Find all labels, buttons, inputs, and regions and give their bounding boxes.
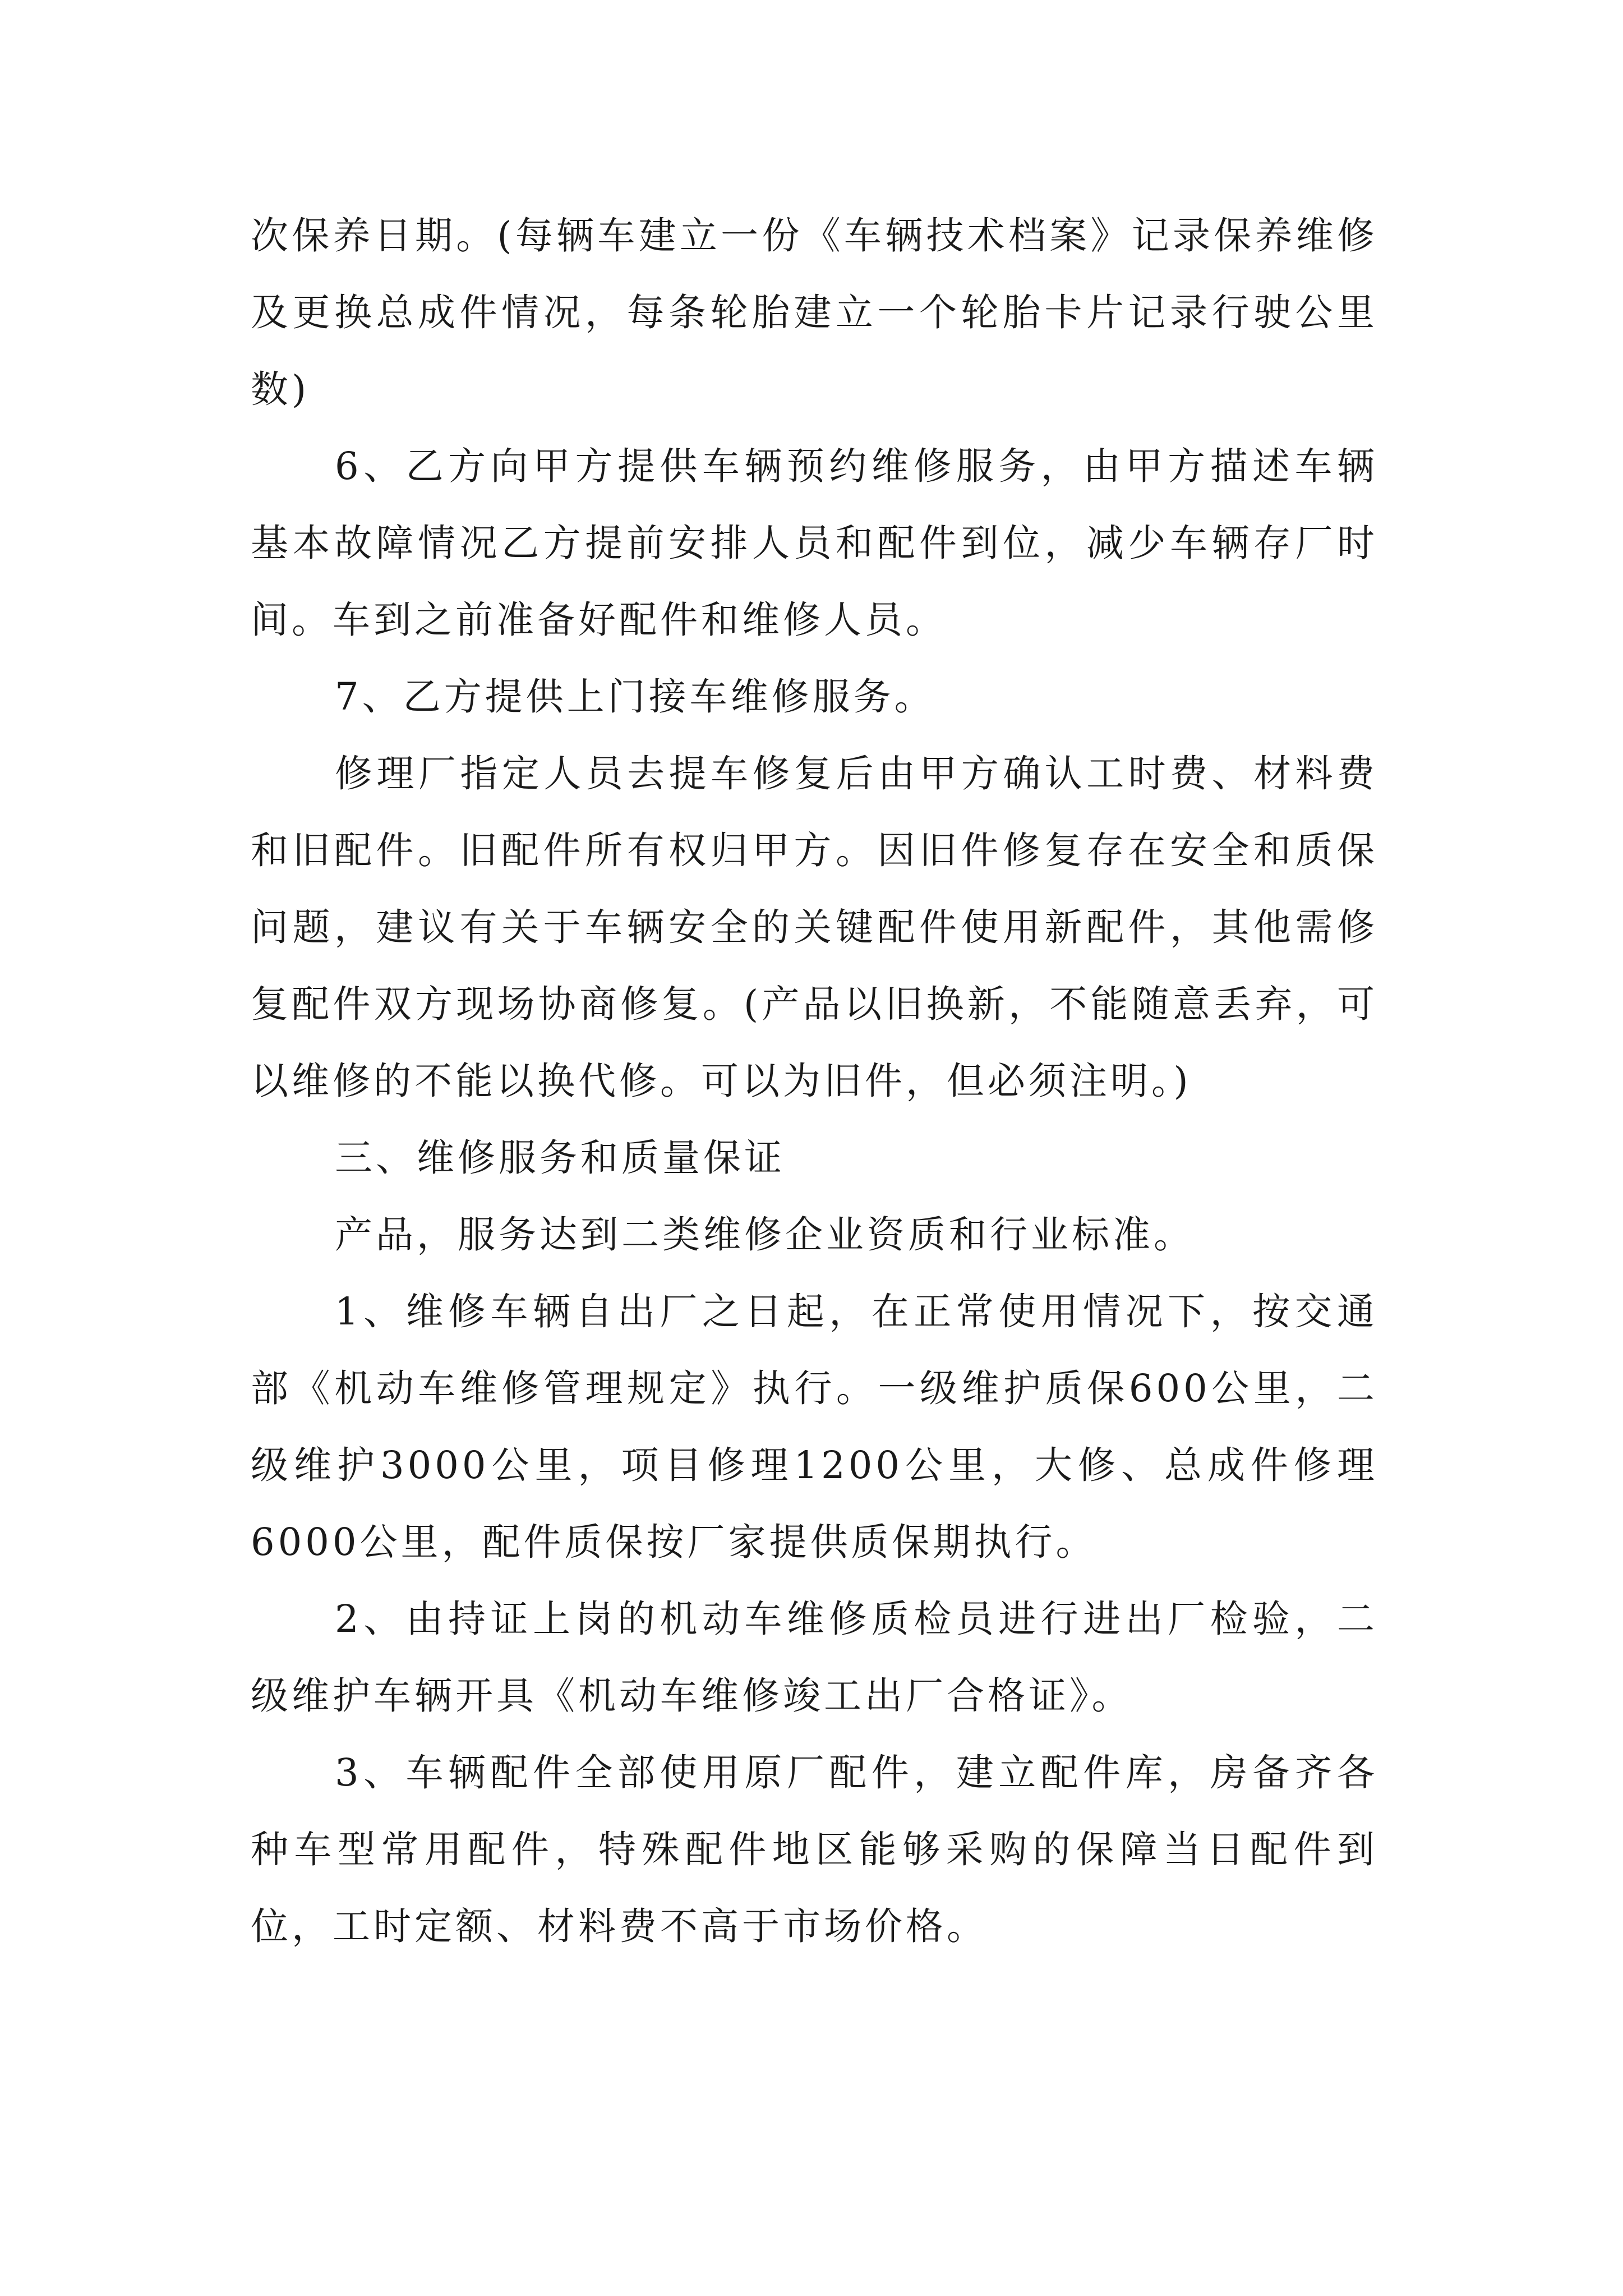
paragraph-standards: 产品，服务达到二类维修企业资质和行业标准。: [335, 1213, 1195, 1257]
paragraph-item-1-warranty: 1、维修车辆自出厂之日起，在正常使用情况下，按交通部《机动车维修管理规定》执行。一级维护质保600公里，二级维护3000公里，项目修理1200公里，大修、总成件修理6000公里，配件质保按厂家提供质保期执行。: [251, 1290, 1378, 1564]
paragraph-item-2-inspection: 2、由持证上岗的机动车维修质检员进行进出厂检验，二级维护车辆开具《机动车维修竣工出厂合格证》。: [251, 1597, 1378, 1718]
paragraph-old-parts-handling: 修理厂指定人员去提车修复后由甲方确认工时费、材料费和旧配件。旧配件所有权归甲方。因旧件修复存在安全和质保问题，建议有关于车辆安全的关键配件使用新配件，其他需修复配件双方现场协商修复。(产品以旧换新，不能随意丢弃，可以维修的不能以换代修。可以为旧件，但必须注明。): [251, 752, 1378, 1103]
paragraph-item-6-appointment-service: 6、乙方向甲方提供车辆预约维修服务，由甲方描述车辆基本故障情况乙方提前安排人员和配件到位，减少车辆存厂时间。车到之前准备好配件和维修人员。: [251, 444, 1378, 642]
paragraph-item-7-pickup-service: 7、乙方提供上门接车维修服务。: [335, 675, 935, 719]
paragraph-maintenance-records: 次保养日期。(每辆车建立一份《车辆技术档案》记录保养维修及更换总成件情况，每条轮胎建立一个轮胎卡片记录行驶公里数): [251, 214, 1378, 411]
document-body: [251, 197, 1378, 1965]
paragraph-item-3-parts: 3、车辆配件全部使用原厂配件，建立配件库，房备齐各种车型常用配件，特殊配件地区能够采购的保障当日配件到位，工时定额、材料费不高于市场价格。: [251, 1751, 1378, 1948]
section-heading-quality-assurance: 三、维修服务和质量保证: [335, 1136, 785, 1180]
